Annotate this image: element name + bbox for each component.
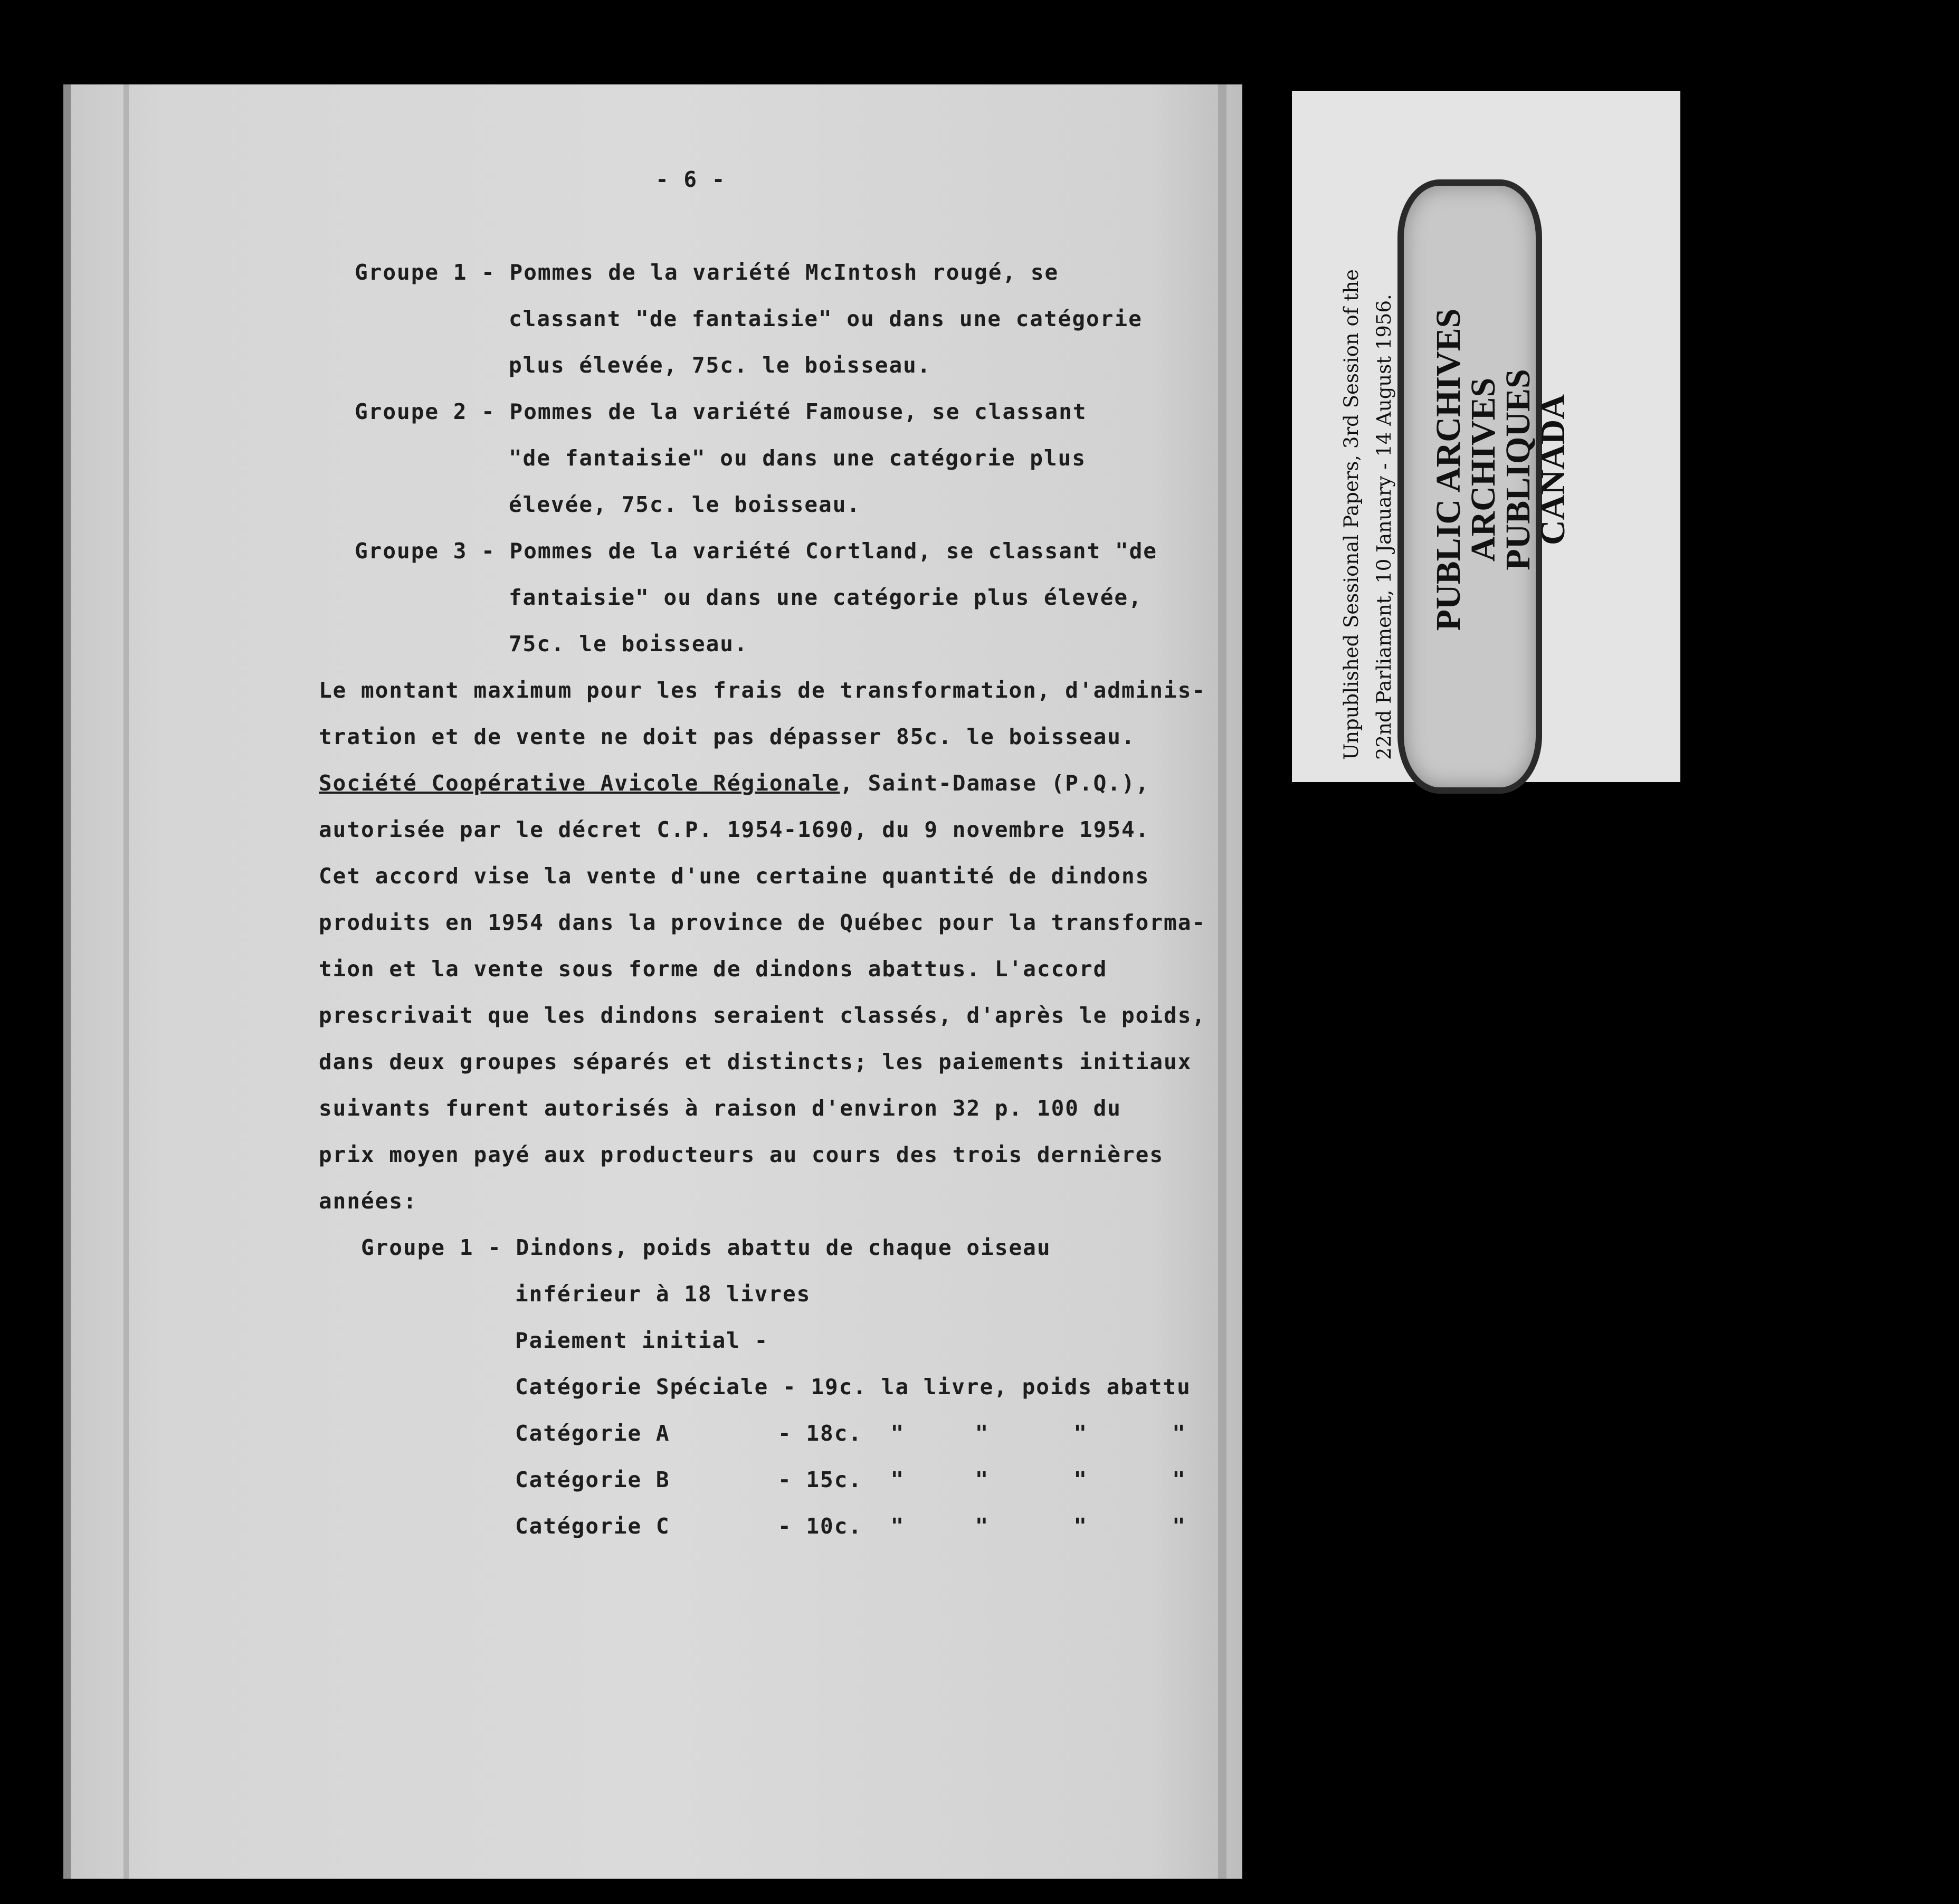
grade-price: - 18c. " " " " [778,1421,1186,1446]
stamp-line: ARCHIVES PUBLIQUES [1464,369,1537,570]
text-line: tration et de vente ne doit pas dépasser 85c. le boisseau. [319,724,1136,749]
grade-label: Catégorie A [515,1421,670,1446]
text-line: suivants furent autorisés à raison d'environ 32 p. 100 du [319,1096,1121,1121]
text-line: inférieur à 18 livres [515,1281,811,1307]
grade-price: - 15c. " " " " [778,1467,1186,1492]
text-line: Paiement initial - [515,1328,769,1353]
text-line: Le montant maximum pour les frais de transformation, d'adminis- [319,678,1206,703]
label-line: Unpublished Sessional Papers, 3rd Session of the [1340,269,1363,760]
archives-stamp-text [1429,296,1572,644]
text-line: prescrivait que les dindons seraient classés, d'après le poids, [319,1003,1206,1028]
text-line: Catégorie Spéciale - 19c. la livre, poids abattu [515,1374,1191,1400]
text-line [319,770,1149,796]
text-line: Groupe 2 - Pommes de la variété Famouse, se classant [355,399,1087,424]
stamp-line: PUBLIC ARCHIVES [1429,308,1468,631]
text-line: autorisée par le décret C.P. 1954-1690, du 9 novembre 1954. [319,817,1150,842]
text-line: Groupe 1 - Pommes de la variété McIntosh rougé, se [355,260,1059,285]
text-line: années: [319,1188,417,1214]
text-line: Groupe 3 - Pommes de la variété Cortland, se classant "de [355,538,1157,564]
label-line: 22nd Parliament, 10 January - 14 August 1956. [1373,294,1395,760]
text-line: classant "de fantaisie" ou dans une catégorie [509,306,1143,331]
text-line: tion et la vente sous forme de dindons abattus. L'accord [319,956,1108,982]
text-line: prix moyen payé aux producteurs au cours des trois dernières [319,1142,1164,1167]
grade-label: Catégorie B [515,1467,670,1492]
text-line: plus élevée, 75c. le boisseau. [509,353,931,378]
text-line: produits en 1954 dans la province de Québec pour la transforma- [319,910,1206,935]
text-line: élevée, 75c. le boisseau. [509,492,861,517]
grade-price: - 10c. " " " " [778,1513,1186,1539]
text-fragment: , Saint-Damase (P.Q.), [840,770,1150,796]
organization-name: Société Coopérative Avicole Régionale [319,770,840,796]
text-line: Groupe 1 - Dindons, poids abattu de chaque oiseau [361,1235,1051,1260]
grade-label: Catégorie C [515,1513,670,1539]
text-line: "de fantaisie" ou dans une catégorie plus [509,445,1087,471]
stamp-line: CANADA [1534,394,1572,545]
text-line: 75c. le boisseau. [509,631,748,656]
text-line: fantaisie" ou dans une catégorie plus élevée, [509,585,1143,610]
text-line: Cet accord vise la vente d'une certaine quantité de dindons [319,863,1150,889]
page-number: - 6 - [655,167,726,192]
text-line: dans deux groupes séparés et distincts; les paiements initiaux [319,1049,1192,1074]
